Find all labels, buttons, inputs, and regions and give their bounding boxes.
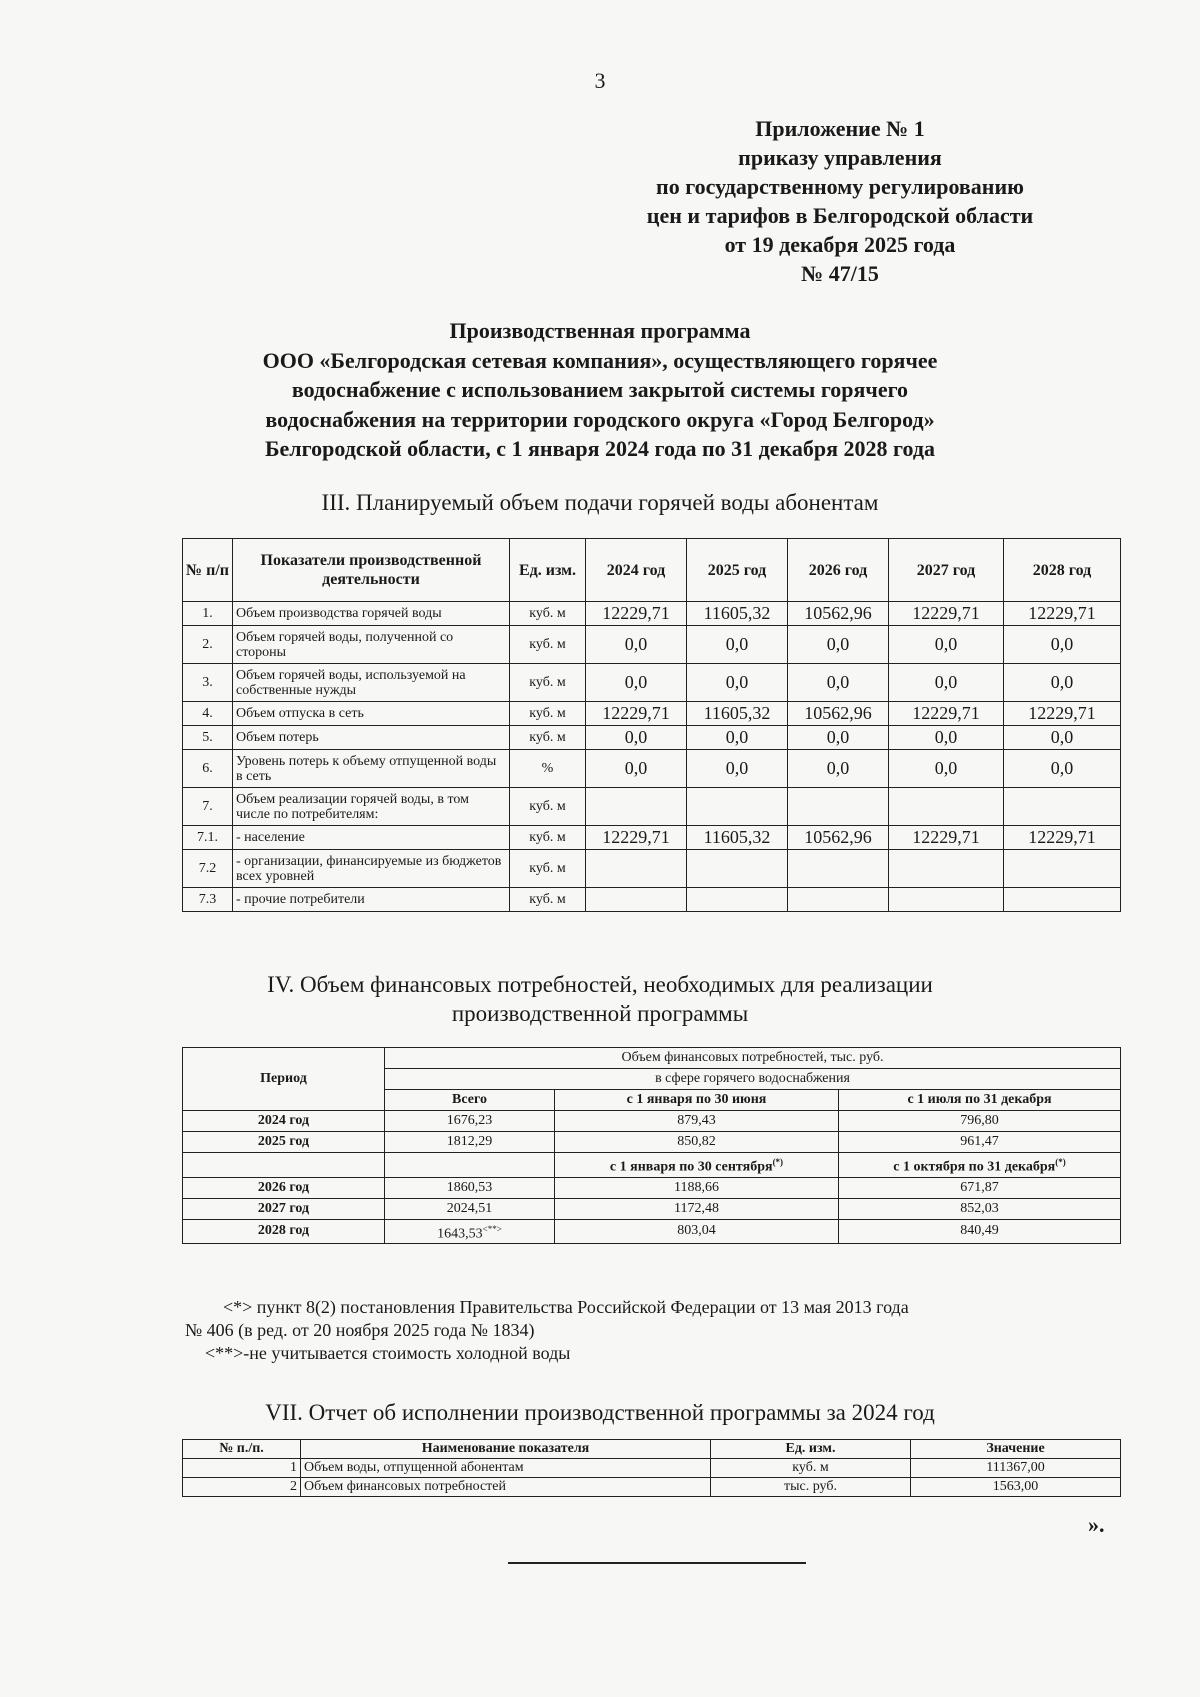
row-number: 7.1. <box>183 826 233 850</box>
program-title-line: Белгородской области, с 1 января 2024 года по 31 декабря 2028 года <box>265 436 935 461</box>
column-header: с 1 января по 30 сентября(*) <box>555 1153 839 1178</box>
unit-cell: куб. м <box>510 826 586 850</box>
value-cell: 0,0 <box>788 726 889 750</box>
table-row <box>183 788 1121 826</box>
table-row <box>183 1132 1121 1153</box>
indicator-name: Объем реализации горячей воды, в том числе по потребителям: <box>233 788 510 826</box>
indicator-name: Объем финансовых потребностей <box>301 1478 711 1497</box>
unit-cell: куб. м <box>510 626 586 664</box>
row-number: 7. <box>183 788 233 826</box>
table-row <box>183 626 1121 664</box>
column-header: № п/п <box>183 539 233 602</box>
column-header: с 1 октября по 31 декабря(*) <box>839 1153 1121 1178</box>
value-cell: 10562,96 <box>788 702 889 726</box>
unit-cell: куб. м <box>711 1459 911 1478</box>
value-cell: 12229,71 <box>1004 602 1121 626</box>
indicator-name: Объем горячей воды, используемой на собственные нужды <box>233 664 510 702</box>
value-cell <box>889 788 1004 826</box>
group-header: Объем финансовых потребностей, тыс. руб. <box>385 1048 1121 1069</box>
section7-title: VII. Отчет об исполнении производственной программы за 2024 год <box>265 1400 935 1425</box>
unit-cell: куб. м <box>510 888 586 912</box>
unit-cell: % <box>510 750 586 788</box>
column-header: 2028 год <box>1004 539 1121 602</box>
indicator-name: Объем воды, отпущенной абонентам <box>301 1459 711 1478</box>
table-row <box>183 1111 1121 1132</box>
value-cell: 12229,71 <box>889 826 1004 850</box>
footnotes <box>185 1296 1105 1365</box>
value-cell: 0,0 <box>889 726 1004 750</box>
row-number: 6. <box>183 750 233 788</box>
footnote-mark: (*) <box>772 1157 784 1167</box>
bottom-rule <box>508 1562 806 1564</box>
period-cell: 2024 год <box>183 1111 385 1132</box>
column-header: Наименование показателя <box>301 1440 711 1459</box>
column-header: Всего <box>385 1090 555 1111</box>
table-row <box>183 602 1121 626</box>
half-cell: 961,47 <box>839 1132 1121 1153</box>
value-cell: 0,0 <box>889 750 1004 788</box>
value-cell <box>1004 788 1121 826</box>
column-header: Ед. изм. <box>711 1440 911 1459</box>
value-cell: 12229,71 <box>1004 826 1121 850</box>
table-row <box>183 826 1121 850</box>
empty-cell <box>183 1153 385 1178</box>
table-row <box>183 1198 1121 1219</box>
table-row <box>183 1177 1121 1198</box>
period-cell: 2025 год <box>183 1132 385 1153</box>
value-cell: 11605,32 <box>687 702 788 726</box>
program-title-line: ООО «Белгородская сетевая компания», осуществляющего горячее <box>262 347 938 373</box>
table-row <box>183 850 1121 888</box>
program-title-line: Производственная программа <box>449 318 751 343</box>
appendix-line: цен и тарифов в Белгородской области <box>646 203 1034 228</box>
value-cell: 0,0 <box>687 726 788 750</box>
unit-cell: куб. м <box>510 726 586 750</box>
value-cell <box>1004 850 1121 888</box>
table-row <box>183 1219 1121 1244</box>
period-header: Период <box>183 1048 385 1111</box>
unit-cell: тыс. руб. <box>711 1478 911 1497</box>
unit-cell: куб. м <box>510 850 586 888</box>
half-cell: 1172,48 <box>555 1198 839 1219</box>
total-cell: 1812,29 <box>385 1132 555 1153</box>
unit-cell: куб. м <box>510 602 586 626</box>
program-title-line: водоснабжение с использованием закрытой системы горячего <box>291 377 909 402</box>
appendix-line: от 19 декабря 2025 года <box>724 232 956 257</box>
column-header: № п./п. <box>183 1440 301 1459</box>
value-cell: 0,0 <box>788 750 889 788</box>
row-number: 7.2 <box>183 850 233 888</box>
program-title-line: водоснабжения на территории городского округа «Город Белгород» <box>265 406 935 432</box>
empty-cell <box>385 1153 555 1178</box>
value-cell: 0,0 <box>889 626 1004 664</box>
indicator-name: - население <box>233 826 510 850</box>
report-table <box>182 1439 1121 1497</box>
half-cell: 796,80 <box>839 1111 1121 1132</box>
row-number: 3. <box>183 664 233 702</box>
total-cell: 1643,53<**> <box>385 1219 555 1244</box>
total-cell: 1860,53 <box>385 1177 555 1198</box>
value-cell: 12229,71 <box>889 702 1004 726</box>
value-cell: 0,0 <box>1004 664 1121 702</box>
unit-cell: куб. м <box>510 702 586 726</box>
value-cell <box>687 788 788 826</box>
value-cell: 12229,71 <box>889 602 1004 626</box>
row-number: 4. <box>183 702 233 726</box>
value-cell: 0,0 <box>889 664 1004 702</box>
footnote-line: № 406 (в ред. от 20 ноября 2025 года № 1834) <box>185 1320 535 1340</box>
value-cell: 0,0 <box>1004 626 1121 664</box>
unit-cell: куб. м <box>510 788 586 826</box>
value-cell <box>1004 888 1121 912</box>
column-header: 2027 год <box>889 539 1004 602</box>
value-cell <box>889 888 1004 912</box>
half-cell: 840,49 <box>839 1219 1121 1244</box>
table-row <box>183 888 1121 912</box>
period-cell: 2027 год <box>183 1198 385 1219</box>
value-cell: 1563,00 <box>911 1478 1121 1497</box>
value-cell: 0,0 <box>1004 750 1121 788</box>
value-cell <box>586 788 687 826</box>
table-header-row <box>183 1440 1121 1459</box>
footnote-mark: (*) <box>1055 1157 1066 1167</box>
table-header-row <box>183 1153 1121 1178</box>
half-cell: 879,43 <box>555 1111 839 1132</box>
column-header: Показатели производственной деятельности <box>233 539 510 602</box>
table-row <box>183 1459 1121 1478</box>
value-cell <box>788 888 889 912</box>
section3-title: III. Планируемый объем подачи горячей воды абонентам <box>321 490 879 515</box>
value-cell: 0,0 <box>586 726 687 750</box>
column-header: 2025 год <box>687 539 788 602</box>
half-cell: 1188,66 <box>555 1177 839 1198</box>
column-header: с 1 января по 30 июня <box>555 1090 839 1111</box>
financial-needs-table <box>182 1047 1121 1244</box>
indicator-name: Объем горячей воды, полученной со стороны <box>233 626 510 664</box>
value-cell: 0,0 <box>687 750 788 788</box>
table-row <box>183 726 1121 750</box>
value-cell: 0,0 <box>586 664 687 702</box>
page-number: 3 <box>594 68 606 93</box>
value-cell: 11605,32 <box>687 602 788 626</box>
table-header-row <box>183 1048 1121 1069</box>
program-title <box>150 316 1050 464</box>
row-number: 1. <box>183 602 233 626</box>
planned-volume-table <box>182 538 1121 912</box>
value-cell: 12229,71 <box>586 702 687 726</box>
half-cell: 671,87 <box>839 1177 1121 1198</box>
indicator-name: Объем отпуска в сеть <box>233 702 510 726</box>
period-cell: 2028 год <box>183 1219 385 1244</box>
appendix-line: Приложение № 1 <box>755 116 925 141</box>
table-row <box>183 1478 1121 1497</box>
row-number: 7.3 <box>183 888 233 912</box>
column-header: 2024 год <box>586 539 687 602</box>
total-cell: 1676,23 <box>385 1111 555 1132</box>
period-cell: 2026 год <box>183 1177 385 1198</box>
value-cell: 0,0 <box>586 750 687 788</box>
table-row <box>183 750 1121 788</box>
footnote-mark: <**> <box>482 1223 502 1234</box>
indicator-name: Уровень потерь к объему отпущенной воды в сеть <box>233 750 510 788</box>
value-cell: 111367,00 <box>911 1459 1121 1478</box>
value-cell: 10562,96 <box>788 826 889 850</box>
half-cell: 852,03 <box>839 1198 1121 1219</box>
section4-title-line: IV. Объем финансовых потребностей, необходимых для реализации <box>267 972 933 997</box>
value-cell: 12229,71 <box>586 602 687 626</box>
value-cell <box>586 888 687 912</box>
value-cell <box>788 788 889 826</box>
value-cell: 12229,71 <box>586 826 687 850</box>
closing-quote: ». <box>1088 1512 1105 1537</box>
table-row <box>183 664 1121 702</box>
indicator-name: Объем производства горячей воды <box>233 602 510 626</box>
value-cell: 0,0 <box>687 664 788 702</box>
row-number: 1 <box>183 1459 301 1478</box>
unit-cell: куб. м <box>510 664 586 702</box>
footnote-line: <*> пункт 8(2) постановления Правительства Российской Федерации от 13 мая 2013 года <box>223 1297 909 1317</box>
value-cell: 0,0 <box>586 626 687 664</box>
section4-title-line: производственной программы <box>451 1001 749 1026</box>
value-cell: 0,0 <box>788 626 889 664</box>
value-cell: 0,0 <box>1004 726 1121 750</box>
table-header-row <box>183 539 1121 602</box>
section4-title <box>150 970 1050 1028</box>
row-number: 2 <box>183 1478 301 1497</box>
row-number: 5. <box>183 726 233 750</box>
value-cell <box>687 888 788 912</box>
half-cell: 850,82 <box>555 1132 839 1153</box>
column-header: 2026 год <box>788 539 889 602</box>
indicator-name: - прочие потребители <box>233 888 510 912</box>
value-cell: 10562,96 <box>788 602 889 626</box>
subgroup-header: в сфере горячего водоснабжения <box>385 1069 1121 1090</box>
appendix-line: № 47/15 <box>801 261 879 286</box>
value-cell: 0,0 <box>687 626 788 664</box>
half-cell: 803,04 <box>555 1219 839 1244</box>
indicator-name: Объем потерь <box>233 726 510 750</box>
appendix-header <box>560 114 1120 288</box>
column-header: с 1 июля по 31 декабря <box>839 1090 1121 1111</box>
footnote-line: <**>-не учитывается стоимость холодной воды <box>205 1343 571 1363</box>
table-row <box>183 702 1121 726</box>
value-cell: 12229,71 <box>1004 702 1121 726</box>
appendix-line: приказу управления <box>738 145 942 170</box>
total-cell: 2024,51 <box>385 1198 555 1219</box>
value-cell <box>586 850 687 888</box>
value-cell: 0,0 <box>788 664 889 702</box>
value-cell <box>687 850 788 888</box>
value-cell: 11605,32 <box>687 826 788 850</box>
indicator-name: - организации, финансируемые из бюджетов всех уровней <box>233 850 510 888</box>
appendix-line: по государственному регулированию <box>656 174 1024 199</box>
value-cell <box>788 850 889 888</box>
column-header: Значение <box>911 1440 1121 1459</box>
column-header: Ед. изм. <box>510 539 586 602</box>
value-cell <box>889 850 1004 888</box>
row-number: 2. <box>183 626 233 664</box>
